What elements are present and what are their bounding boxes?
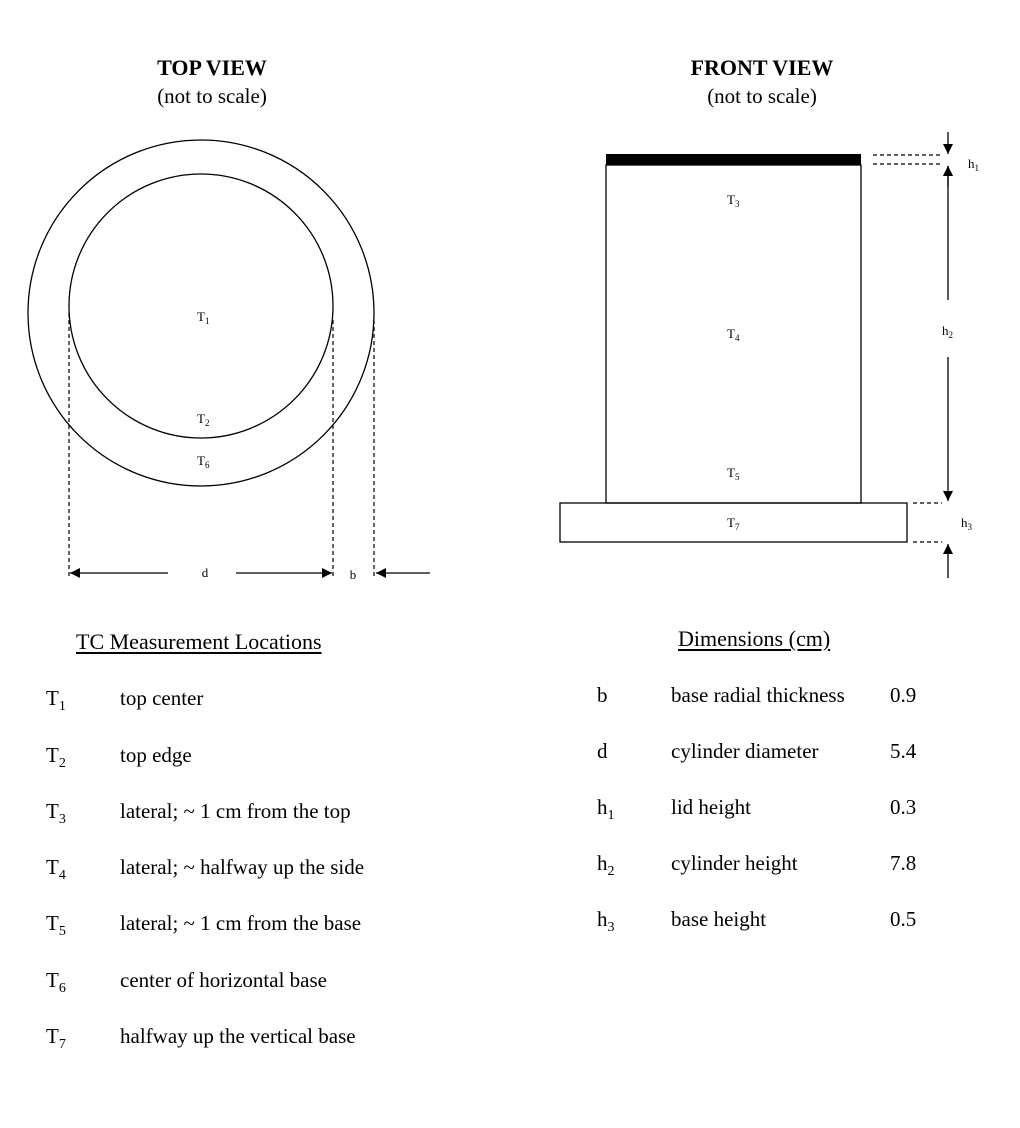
top-view-subtitle: (not to scale)	[157, 84, 267, 108]
dim-symbol: b	[597, 683, 608, 707]
dim-description: base height	[671, 907, 767, 931]
label-t7: $T_7$	[727, 515, 740, 532]
top-view-extension-lines	[69, 313, 374, 578]
dim-description: cylinder diameter	[671, 739, 819, 763]
tc-symbol: $T_4$	[46, 855, 66, 884]
dim-value: 0.5	[890, 907, 917, 931]
front-view-extension-lines	[873, 155, 942, 542]
dim-value: 0.3	[890, 795, 917, 819]
front-view-subtitle: (not to scale)	[707, 84, 817, 108]
label-t3: $T_3$	[727, 192, 740, 209]
label-t5: $T_5$	[727, 465, 740, 482]
tc-symbol: $T_1$	[46, 686, 66, 715]
tc-description: lateral; ~ halfway up the side	[120, 855, 365, 879]
label-d: d	[201, 565, 209, 580]
tc-description: halfway up the vertical base	[120, 1024, 356, 1048]
tc-symbol: $T_5$	[46, 911, 66, 940]
label-h3: $h_3$	[961, 515, 972, 532]
dim-description: base radial thickness	[671, 683, 845, 707]
dim-symbol: $h_1$	[597, 795, 615, 824]
label-b: b	[349, 567, 357, 582]
tc-symbol: $T_3$	[46, 799, 66, 828]
dim-value: 5.4	[890, 739, 917, 763]
label-t1: $T_1$	[197, 309, 210, 326]
tc-symbol: $T_7$	[46, 1024, 66, 1053]
dim-description: lid height	[671, 795, 751, 819]
dim-symbol: $h_2$	[597, 851, 615, 880]
tc-description: center of horizontal base	[120, 968, 327, 992]
label-h1: $h_1$	[968, 156, 979, 173]
label-t2: $T_2$	[197, 411, 210, 428]
tc-description: lateral; ~ 1 cm from the base	[120, 911, 362, 935]
label-t6: $T_6$	[197, 453, 210, 470]
dim-description: cylinder height	[671, 851, 798, 875]
label-t4: $T_4$	[727, 326, 740, 343]
inner-cylinder-circle	[69, 174, 333, 438]
tc-description: top center	[120, 686, 204, 710]
top-view-title: TOP VIEW	[157, 55, 267, 80]
dim-value: 0.9	[890, 683, 917, 707]
tc-symbol: $T_6$	[46, 968, 66, 997]
label-h2: $h_2$	[942, 323, 953, 340]
dimensions-title: Dimensions (cm)	[678, 626, 831, 651]
dim-symbol: d	[597, 739, 608, 763]
dim-symbol: $h_3$	[597, 907, 615, 936]
tc-description: lateral; ~ 1 cm from the top	[120, 799, 351, 823]
tc-description: top edge	[120, 743, 192, 767]
cylinder-lid	[606, 154, 861, 165]
dim-value: 7.8	[890, 851, 917, 875]
front-view-title: FRONT VIEW	[690, 55, 834, 80]
tc-symbol: $T_2$	[46, 743, 66, 772]
tc-locations-title: TC Measurement Locations	[76, 629, 322, 654]
